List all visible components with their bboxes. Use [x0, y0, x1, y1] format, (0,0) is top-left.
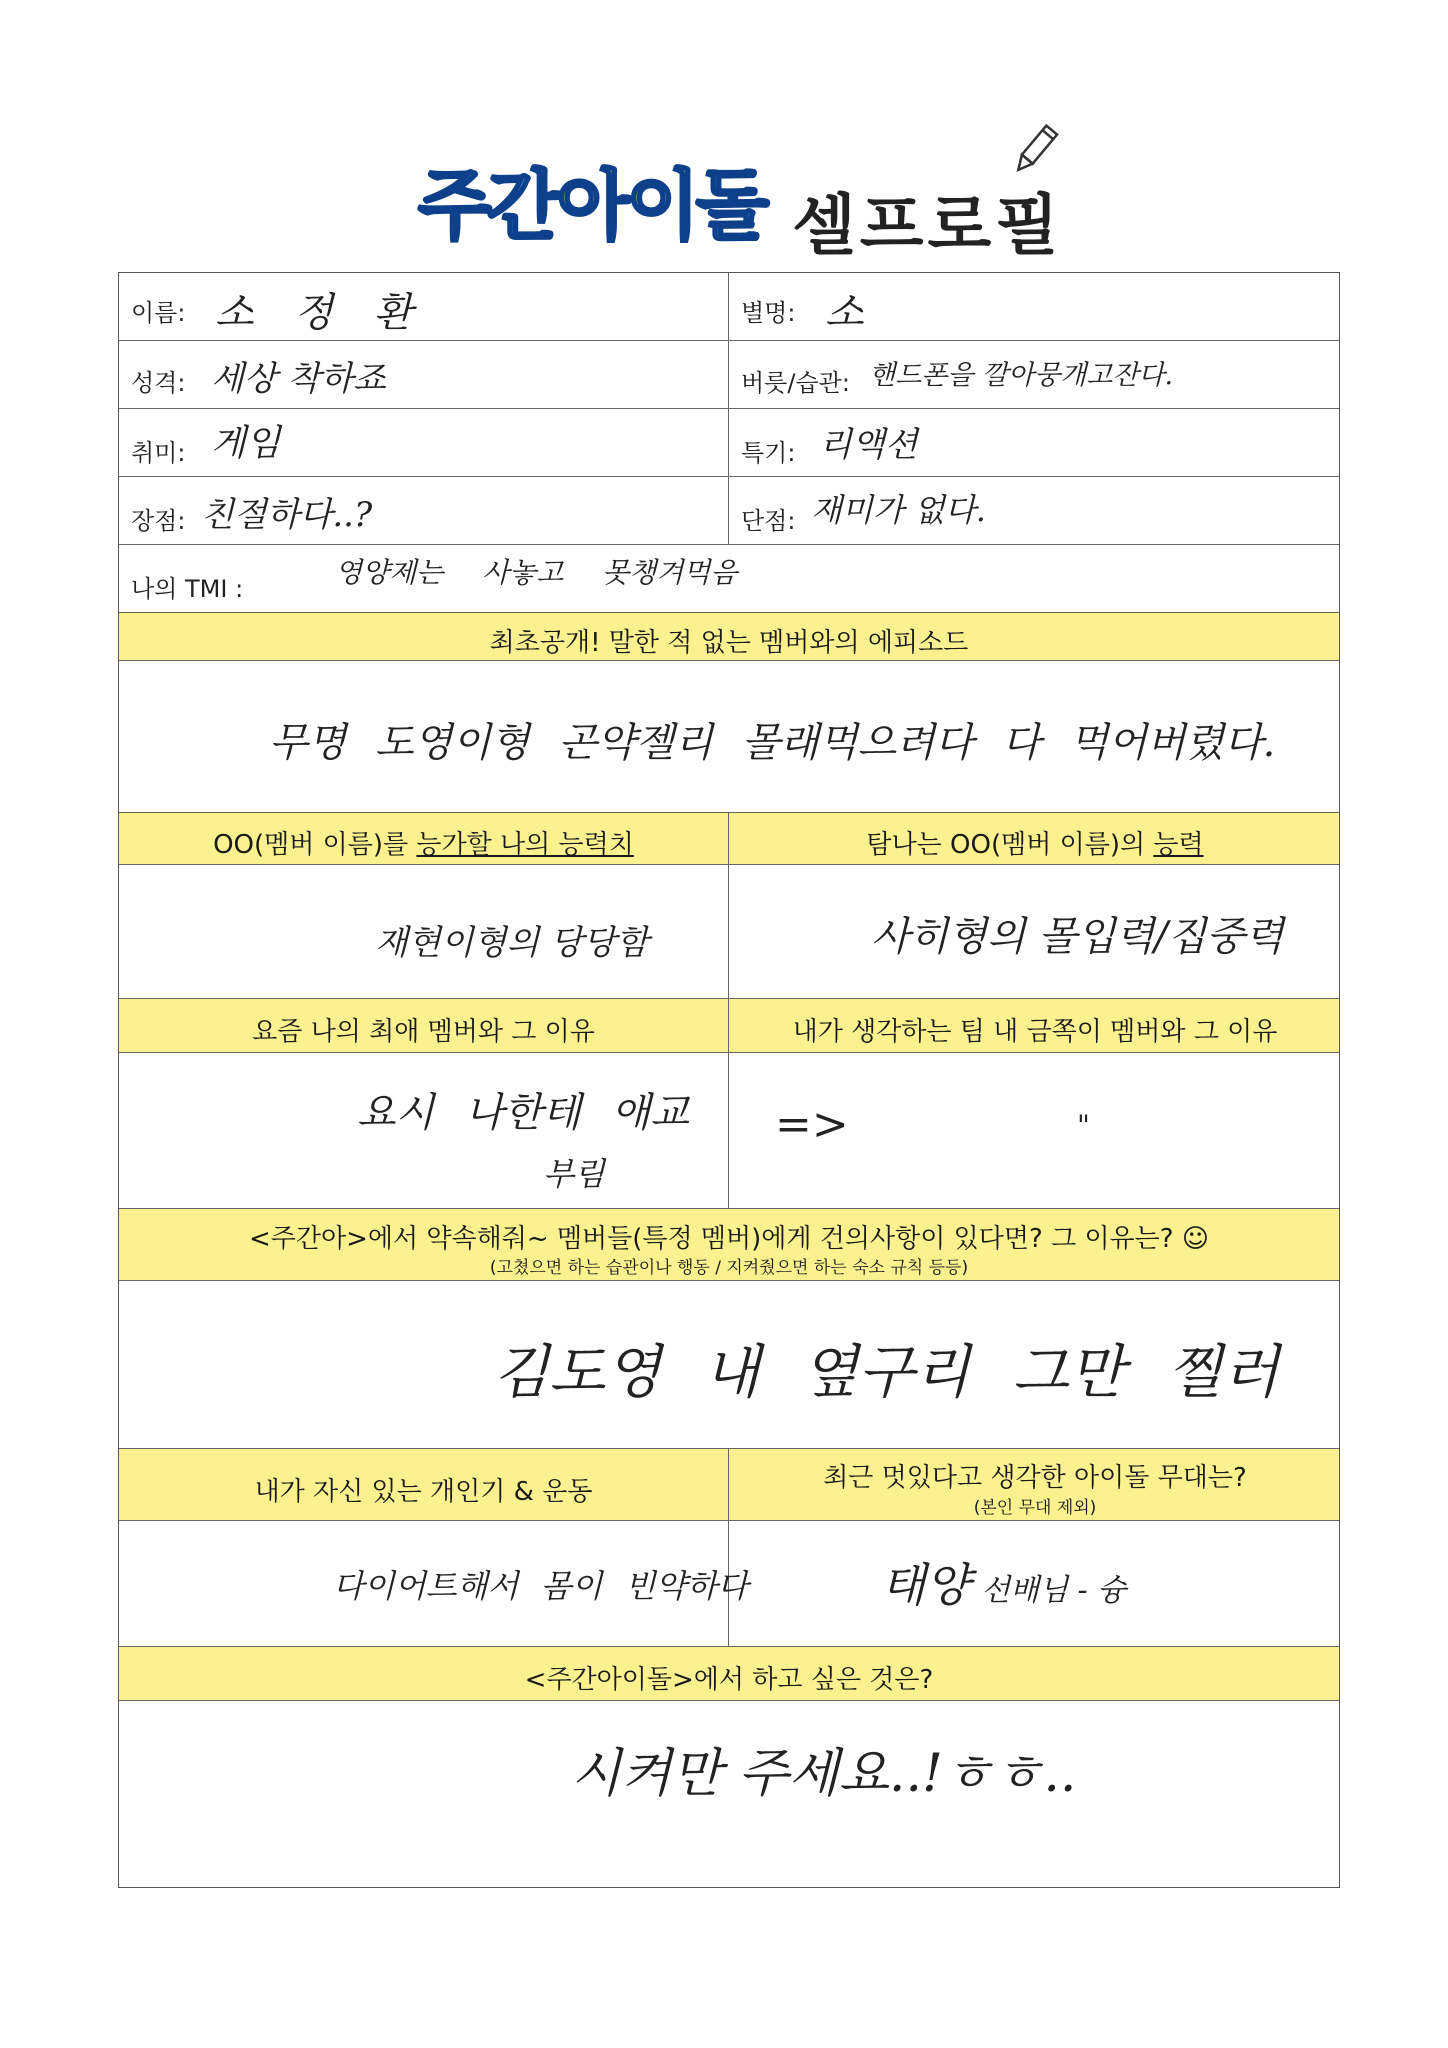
- wish-title: <주간아이돌>에서 하고 싶은 것은?: [524, 1665, 934, 1695]
- recent-stage-subtitle: (본인 무대 제외): [973, 1498, 1097, 1518]
- weakness-value: 재미가 없다.: [811, 491, 986, 529]
- talent-label: 특기:: [741, 439, 796, 467]
- wish-answer: 시켜만 주세요..!ㅎㅎ..: [571, 1744, 1077, 1804]
- nickname-value: 소: [825, 290, 864, 336]
- precious-member-ditto: ": [1077, 1109, 1090, 1142]
- logo-part-2: 아이: [556, 161, 696, 250]
- episode-title: 최초공개! 말한 적 없는 멤버와의 에피소드: [489, 628, 969, 658]
- tmi-label: 나의 TMI :: [131, 575, 244, 603]
- recent-stage-title: 최근 멋있다고 생각한 아이돌 무대는?: [823, 1463, 1247, 1493]
- member-title-bar: [119, 999, 1339, 1053]
- hobby-label: 취미:: [131, 439, 186, 467]
- skill-answer-row: [119, 1521, 1339, 1647]
- ability-surpass-title-b: 능가할 나의 능력치: [416, 830, 634, 860]
- recent-stage-answer-a: 태양: [881, 1558, 970, 1612]
- weakness-label: 단점:: [741, 507, 796, 535]
- page-header: [0, 120, 1448, 264]
- row-name: [119, 273, 1339, 341]
- recent-stage-answer-b: 선배님 - 슝: [981, 1573, 1127, 1608]
- ability-covet-title-b: 능력: [1153, 830, 1204, 860]
- episode-title-bar: [119, 613, 1339, 661]
- member-answer-row: [119, 1053, 1339, 1209]
- logo-part-1: 주간: [418, 161, 557, 250]
- precious-member-title: 내가 생각하는 팀 내 금쪽이 멤버와 그 이유: [792, 1017, 1278, 1047]
- strength-value: 친절하다..?: [201, 495, 373, 535]
- profile-sheet: [118, 272, 1340, 1888]
- promise-title: <주간아>에서 약속해줘~ 멤버들(특정 멤버)에게 건의사항이 있다면? 그 이유는? ☺: [249, 1224, 1209, 1254]
- talent-value: 리액션: [819, 425, 918, 465]
- name-label: 이름:: [131, 299, 186, 327]
- wish-answer-box: [119, 1701, 1339, 1889]
- page-title: 셀프로필: [792, 187, 1064, 264]
- ability-surpass-title-a: OO(멤버 이름)를: [213, 830, 417, 860]
- ability-covet-title-a: 탐나는 OO(멤버 이름)의: [866, 830, 1154, 860]
- personal-skill-title: 내가 자신 있는 개인기 & 운동: [254, 1477, 593, 1507]
- personal-skill-answer: 다이어트해서 몸이 빈약하다: [333, 1567, 749, 1605]
- name-value: 소 정 환: [215, 290, 427, 336]
- favorite-member-title: 요즘 나의 최애 멤버와 그 이유: [252, 1017, 595, 1047]
- ability-title-bar: [119, 813, 1339, 865]
- precious-member-arrow: =>: [775, 1099, 849, 1150]
- hobby-value: 게임: [211, 423, 281, 464]
- nickname-label: 별명:: [741, 299, 796, 327]
- tmi-value: 영양제는 사놓고 못챙겨먹음: [335, 556, 738, 589]
- wish-title-bar: [119, 1647, 1339, 1701]
- ability-answer-row: [119, 865, 1339, 999]
- ability-surpass-title: [119, 824, 728, 861]
- skill-title-bar: [119, 1449, 1339, 1521]
- promise-subtitle: (고쳤으면 하는 습관이나 행동 / 지켜줬으면 하는 숙소 규칙 등등): [489, 1258, 969, 1278]
- promise-title-bar: [119, 1209, 1339, 1281]
- personality-label: 성격:: [131, 369, 186, 397]
- ability-covet-title: [729, 824, 1341, 861]
- ability-covet-answer: 사히형의 몰입력/집중력: [871, 914, 1284, 960]
- show-logo: [418, 161, 766, 250]
- personality-value: 세상 착하죠: [211, 359, 387, 399]
- episode-answer: 무명 도영이형 곤약젤리 몰래먹으려다 다 먹어버렸다.: [269, 720, 1276, 766]
- row-hobby: [119, 409, 1339, 477]
- favorite-member-answer-1: 요시 나한테 애교: [357, 1090, 689, 1136]
- favorite-member-answer-2: 부림: [543, 1155, 605, 1193]
- promise-answer: 김도영 내 옆구리 그만 찔러: [493, 1338, 1280, 1406]
- pencil-icon: [1010, 120, 1060, 180]
- promise-answer-box: [119, 1281, 1339, 1449]
- habit-value: 핸드폰을 깔아뭉개고잔다.: [869, 360, 1174, 391]
- episode-answer-box: [119, 661, 1339, 813]
- logo-part-3: 돌: [695, 161, 766, 250]
- habit-label: 버릇/습관:: [741, 369, 850, 397]
- row-strength: [119, 477, 1339, 545]
- strength-label: 장점:: [131, 507, 186, 535]
- row-personality: [119, 341, 1339, 409]
- ability-surpass-answer: 재현이형의 당당함: [375, 923, 649, 963]
- row-tmi: [119, 545, 1339, 613]
